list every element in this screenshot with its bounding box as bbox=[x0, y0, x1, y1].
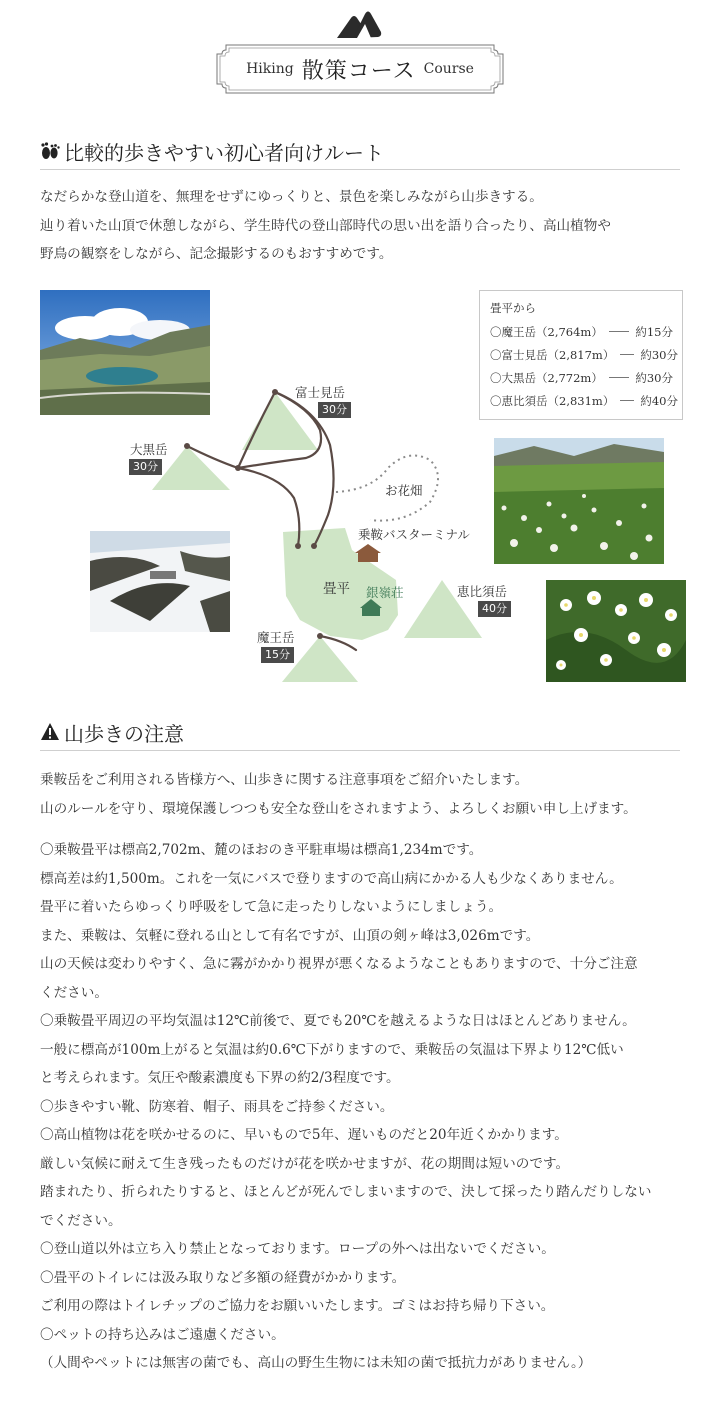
legend-row-line bbox=[609, 377, 630, 378]
section-heading-route bbox=[40, 133, 680, 170]
mountain-logo-icon bbox=[335, 8, 383, 40]
caution-note-line: ください。 bbox=[40, 984, 108, 1001]
caution-note-line: 〇歩きやすい靴、防寒着、帽子、雨具をご持参ください。 bbox=[40, 1098, 394, 1115]
caution-note-line: 厳しい気候に耐えて生き残ったものだけが花を咲かせますが、花の期間は短いのです。 bbox=[40, 1155, 570, 1172]
caution-intro-line: 乗鞍岳をご利用される皆様方へ、山歩きに関する注意事項をご紹介いたします。 bbox=[40, 772, 529, 788]
route-description-line: 辿り着いた山頂で休憩しながら、学生時代の登山部時代の思い出を語り合ったり、高山植物や bbox=[40, 217, 611, 234]
section-heading-caution bbox=[40, 714, 680, 751]
tatamidaira-label: 畳平 bbox=[323, 581, 350, 597]
caution-intro-line: 山のルールを守り、環境保護しつつも安全な登山をされますよう、よろしくお願い申し上げます。 bbox=[40, 800, 637, 817]
bus-terminal-icon bbox=[355, 544, 381, 562]
route-description-line: なだらかな登山道を、無理をせずにゆっくりと、景色を楽しみながら山歩きする。 bbox=[40, 189, 543, 205]
caution-note-line: ご利用の際はトイレチップのご協力をお願いいたします。ゴミはお持ち帰り下さい。 bbox=[40, 1298, 555, 1314]
caution-note-line: 山の天候は変わりやすく、急に霧がかかり視界が悪くなるようなこともありますので、十分ご注意 bbox=[40, 956, 638, 972]
ohanabatake-label: お花畑 bbox=[385, 483, 423, 498]
warning-icon bbox=[40, 722, 60, 742]
page-title bbox=[216, 44, 504, 94]
route-description-line: 野鳥の観察をしながら、記念撮影するのもおすすめです。 bbox=[40, 246, 393, 262]
peak-label-ebisu: 恵比須岳 bbox=[457, 584, 508, 599]
peak-time-mao: 15分 bbox=[261, 647, 294, 663]
peak-label-fujimi: 富士見岳 bbox=[295, 385, 346, 400]
caution-note-line: 〇乗鞍畳平周辺の平均気温は12℃前後で、夏でも20℃を越えるような日はほとんどありません。 bbox=[40, 1013, 636, 1029]
legend-row-name: 〇恵比須岳（2,831m） bbox=[490, 393, 615, 408]
caution-note-line: 標高差は約1,500m。これを一気にバスで登りますので高山病にかかる人も少なくありません。 bbox=[40, 870, 623, 887]
legend-row-time: 約40分 bbox=[640, 393, 678, 408]
section-heading-route-text: 比較的歩きやすい初心者向けルート bbox=[64, 140, 384, 165]
caution-note-line: 〇登山道以外は立ち入り禁止となっております。ロープの外へは出ないでください。 bbox=[40, 1241, 555, 1257]
legend-row-name: 〇大黒岳（2,772m） bbox=[490, 370, 603, 385]
section-heading-caution-text: 山歩きの注意 bbox=[64, 721, 184, 746]
page-title-jp: 散策コース bbox=[301, 58, 416, 84]
caution-note-line: 〇高山植物は花を咲かせるのに、早いもので5年、遅いものだと20年近くかかります。 bbox=[40, 1127, 568, 1143]
page-title-en-left: Hiking bbox=[246, 61, 294, 77]
legend-row bbox=[490, 343, 678, 366]
legend-row-time: 約15分 bbox=[635, 324, 673, 339]
caution-note-line: でください。 bbox=[40, 1212, 122, 1229]
legend-row-line bbox=[609, 331, 630, 332]
caution-note-line: 〇乗鞍畳平は標高2,702m、麓のほおのき平駐車場は標高1,234mです。 bbox=[40, 842, 483, 858]
legend-row-name: 〇魔王岳（2,764m） bbox=[490, 324, 603, 339]
caution-note-line: （人間やペットには無害の菌でも、高山の野生生物には未知の菌で抵抗力がありません。） bbox=[40, 1355, 592, 1371]
bus-terminal-label: 乗鞍バスターミナル bbox=[358, 527, 470, 542]
legend-row-line bbox=[620, 354, 634, 355]
time-legend bbox=[479, 290, 683, 420]
caution-note-line: 一般に標高が100m上がると気温は約0.6℃下がりますので、乗鞍岳の気温は下界より12℃低い bbox=[40, 1041, 624, 1058]
caution-note-line: と考えられます。気圧や酸素濃度も下界の約2/3程度です。 bbox=[40, 1070, 400, 1086]
caution-note-line: また、乗鞍は、気軽に登れる山として有名ですが、山頂の剣ヶ峰は3,026mです。 bbox=[40, 927, 540, 944]
caution-note-line: 〇畳平のトイレには汲み取りなど多額の経費がかかります。 bbox=[40, 1269, 406, 1286]
legend-row-time: 約30分 bbox=[635, 370, 673, 385]
peak-time-fujimi: 30分 bbox=[318, 402, 351, 418]
caution-notes bbox=[40, 836, 684, 1378]
legend-row bbox=[490, 366, 673, 389]
legend-row bbox=[490, 389, 678, 412]
peak-label-mao: 魔王岳 bbox=[257, 630, 295, 645]
caution-note-line: 畳平に着いたらゆっくり呼吸をして急に走ったりしないようにしましょう。 bbox=[40, 899, 503, 915]
legend-title: 畳平から bbox=[490, 301, 536, 315]
legend-row bbox=[490, 320, 673, 343]
route-description bbox=[40, 183, 684, 269]
ginreiso-label: 銀嶺荘 bbox=[366, 585, 404, 600]
caution-note-line: 踏まれたり、折られたりすると、ほとんどが死んでしまいますので、決して採ったり踏んだりしない bbox=[40, 1184, 652, 1200]
legend-row-time: 約30分 bbox=[640, 347, 678, 362]
footprint-icon bbox=[40, 141, 60, 161]
legend-row-name: 〇富士見岳（2,817m） bbox=[490, 347, 615, 362]
caution-note-line: 〇ペットの持ち込みはご遠慮ください。 bbox=[40, 1326, 285, 1343]
page-title-en-right: Course bbox=[423, 61, 474, 77]
peak-label-daikoku: 大黒岳 bbox=[130, 442, 168, 457]
caution-intro bbox=[40, 766, 684, 823]
peak-time-daikoku: 30分 bbox=[129, 459, 162, 475]
peak-time-ebisu: 40分 bbox=[478, 601, 511, 617]
legend-row-line bbox=[620, 400, 634, 401]
